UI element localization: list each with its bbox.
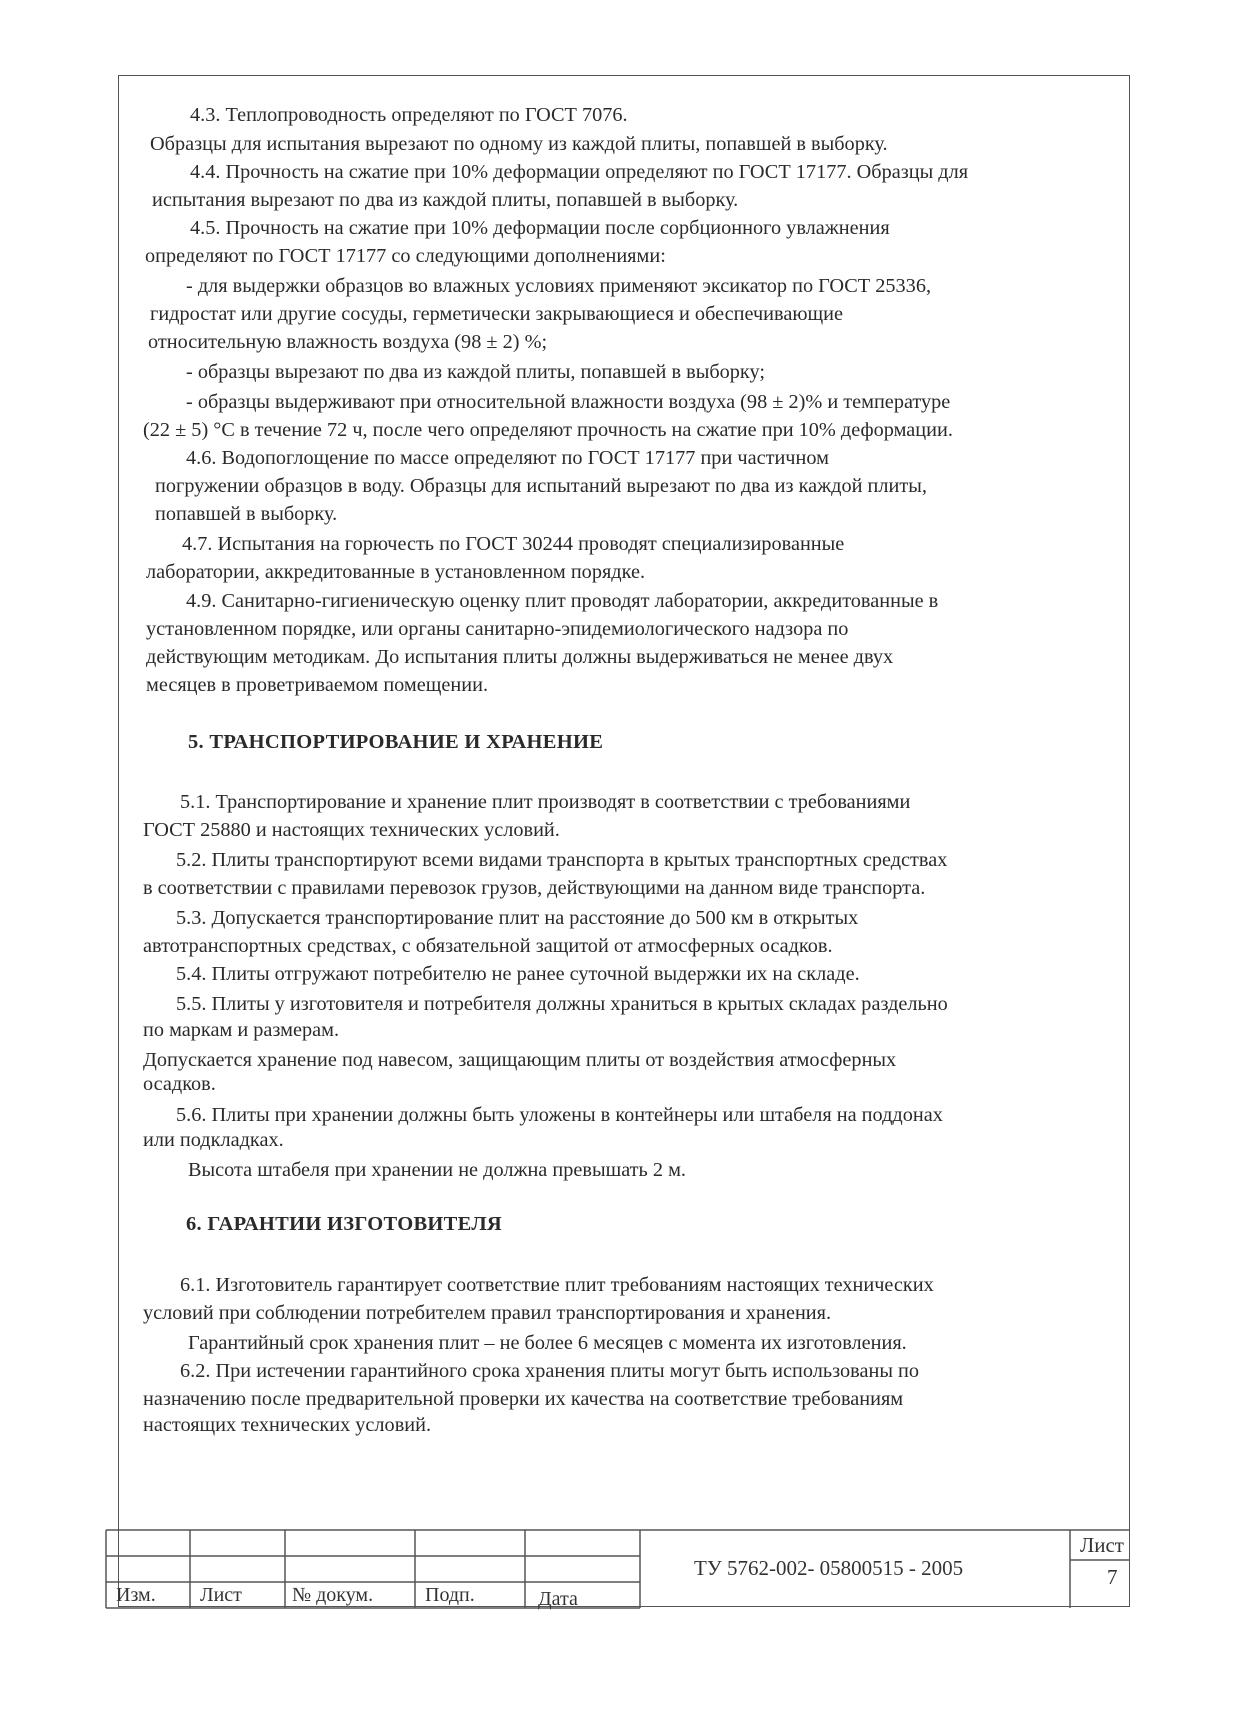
sheet-label: Лист (1080, 1533, 1124, 1557)
text-line: Гарантийный срок хранения плит – не более 6 месяцев с момента их изготовления. (188, 1332, 907, 1354)
text-line: 6.2. При истечении гарантийного срока хранения плиты могут быть использованы по (180, 1360, 920, 1382)
text-line: настоящих технических условий. (143, 1414, 432, 1436)
stamp-col-date: Дата (538, 1588, 578, 1610)
text-line: Допускается хранение под навесом, защищающим плиты от воздействия атмосферных (143, 1049, 897, 1071)
text-line: месяцев в проветриваемом помещении. (146, 674, 489, 696)
text-line: действующим методикам. До испытания плиты должны выдерживаться не менее двух (146, 646, 894, 668)
text-line: (22 ± 5) °С в течение 72 ч, после чего определяют прочность на сжатие при 10% деформации. (143, 419, 953, 441)
text-line: автотранспортных средствах, с обязательной защитой от атмосферных осадков. (143, 935, 833, 957)
stamp-col-doc: № докум. (292, 1584, 374, 1606)
text-line: ГОСТ 25880 и настоящих технических условий. (143, 819, 560, 841)
section-heading: 6. ГАРАНТИИ ИЗГОТОВИТЕЛЯ (186, 1213, 503, 1235)
text-line: 4.6. Водопоглощение по массе определяют по ГОСТ 17177 при частичном (186, 447, 829, 469)
text-line: осадков. (143, 1073, 216, 1095)
text-line: в соответствии с правилами перевозок грузов, действующими на данном виде транспорта. (143, 877, 926, 899)
text-line: 5.3. Допускается транспортирование плит на расстояние до 500 км в открытых (176, 907, 859, 929)
text-line: Высота штабеля при хранении не должна превышать 2 м. (188, 1159, 686, 1181)
stamp-col-izm: Изм. (116, 1584, 156, 1606)
document-code: ТУ 5762-002- 05800515 - 2005 (694, 1556, 964, 1580)
text-line: или подкладках. (143, 1129, 284, 1151)
text-line: - для выдержки образцов во влажных условиях применяют эксикатор по ГОСТ 25336, (186, 275, 932, 297)
section-heading: 5. ТРАНСПОРТИРОВАНИЕ И ХРАНЕНИЕ (188, 731, 604, 753)
text-line: 5.5. Плиты у изготовителя и потребителя должны храниться в крытых складах раздельно (176, 993, 948, 1015)
text-line: 4.3. Теплопроводность определяют по ГОСТ 7076. (190, 104, 628, 126)
text-line: лаборатории, аккредитованные в установленном порядке. (146, 561, 646, 583)
text-line: погружении образцов в воду. Образцы для испытаний вырезают по два из каждой плиты, (155, 475, 927, 497)
text-line: относительную влажность воздуха (98 ± 2) %; (148, 331, 548, 353)
text-line: определяют по ГОСТ 17177 со следующими дополнениями: (145, 245, 666, 267)
text-line: по маркам и размерам. (143, 1019, 340, 1041)
text-line: испытания вырезают по два из каждой плиты, попавшей в выборку. (152, 189, 739, 211)
text-line: 4.5. Прочность на сжатие при 10% деформации после сорбционного увлажнения (190, 217, 890, 239)
stamp-col-sign: Подп. (425, 1584, 475, 1606)
text-line: 5.4. Плиты отгружают потребителю не ранее суточной выдержки их на складе. (176, 963, 860, 985)
text-line: установленном порядке, или органы санитарно-эпидемиологического надзора по (146, 618, 849, 640)
text-line: 5.2. Плиты транспортируют всеми видами транспорта в крытых транспортных средствах (176, 849, 948, 871)
text-line: Образцы для испытания вырезают по одному из каждой плиты, попавшей в выборку. (150, 133, 888, 155)
text-line: гидростат или другие сосуды, герметически закрывающиеся и обеспечивающие (150, 303, 843, 325)
text-line: 5.1. Транспортирование и хранение плит производят в соответствии с требованиями (180, 791, 911, 813)
text-line: 4.9. Санитарно-гигиеническую оценку плит проводят лаборатории, аккредитованные в (186, 590, 939, 612)
sheet-number: 7 (1107, 1565, 1118, 1589)
text-line: попавшей в выборку. (155, 503, 338, 525)
text-line: условий при соблюдении потребителем правил транспортирования и хранения. (143, 1302, 832, 1324)
stamp-col-list: Лист (200, 1584, 242, 1606)
text-line: - образцы вырезают по два из каждой плиты, попавшей в выборку; (186, 361, 766, 383)
text-line: 6.1. Изготовитель гарантирует соответствие плит требованиям настоящих технических (180, 1274, 934, 1296)
text-line: 5.6. Плиты при хранении должны быть уложены в контейнеры или штабеля на поддонах (176, 1104, 943, 1126)
text-line: 4.7. Испытания на горючесть по ГОСТ 30244 проводят специализированные (182, 533, 845, 555)
text-line: 4.4. Прочность на сжатие при 10% деформации определяют по ГОСТ 17177. Образцы для (190, 161, 969, 183)
text-line: - образцы выдерживают при относительной влажности воздуха (98 ± 2)% и температуре (186, 391, 951, 413)
text-line: назначению после предварительной проверки их качества на соответствие требованиям (143, 1388, 904, 1410)
